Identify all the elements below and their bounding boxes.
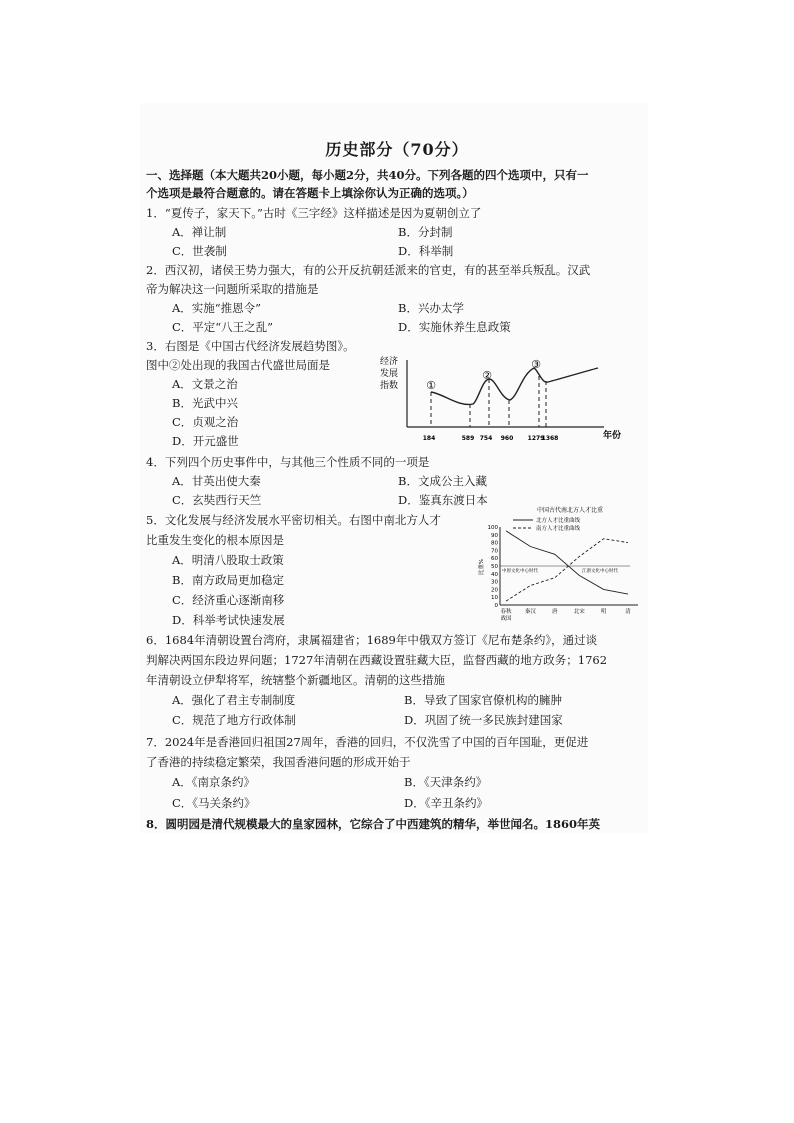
c2-x-tick: 秦汉 bbox=[524, 609, 536, 615]
c2-y-tick: 60 bbox=[491, 556, 498, 563]
c2-y-tick: 20 bbox=[491, 587, 498, 594]
q2-stem-line-1: 2．西汉初，诸侯王势力强大，有的公开反抗朝廷派来的官吏，有的甚至举兵叛乱。汉武 bbox=[146, 263, 591, 277]
c1-ylabel-part: 指数 bbox=[380, 381, 399, 391]
c2-y-tick: 30 bbox=[491, 579, 498, 586]
c2-x-tick: 明 bbox=[600, 609, 607, 615]
q2-option-c[interactable]: C．平定“八王之乱” bbox=[172, 320, 274, 334]
q5-option-d[interactable]: D．科举考试快速发展 bbox=[172, 613, 285, 627]
c1-x-tick: 184 bbox=[422, 435, 436, 442]
c1-marker: ② bbox=[482, 369, 492, 382]
c1-marker: ① bbox=[426, 379, 436, 392]
q1-option-b[interactable]: B．分封制 bbox=[398, 225, 453, 239]
q7-option-b[interactable]: B．《天津条约》 bbox=[404, 775, 488, 789]
c2-x-tick: 春秋 bbox=[500, 609, 512, 615]
q3-option-b[interactable]: B．光武中兴 bbox=[172, 396, 238, 410]
q4-option-c[interactable]: C．玄奘西行天竺 bbox=[172, 493, 262, 507]
q8-stem-line-1: 8．圆明园是清代规模最大的皇家园林，它综合了中西建筑的精华，举世闻名。1860年英 bbox=[146, 817, 601, 831]
talent-proportion-chart bbox=[478, 505, 648, 625]
q4-stem: 4．下列四个历史事件中，与其他三个性质不同的一项是 bbox=[146, 455, 430, 469]
c2-y-tick: 40 bbox=[491, 571, 498, 578]
q7-option-d[interactable]: D．《辛丑条约》 bbox=[404, 796, 488, 810]
q3-stem-line-1: 3．右图是《中国古代经济发展趋势图》。 bbox=[146, 339, 355, 353]
c1-xlabel: 年份 bbox=[603, 431, 622, 441]
c2-ylabel: 比重% bbox=[479, 558, 485, 576]
q1-option-c[interactable]: C．世袭制 bbox=[172, 244, 227, 258]
q5-option-c[interactable]: C．经济重心逐渐南移 bbox=[172, 593, 285, 607]
q2-stem-line-2: 帝为解决这一问题所采取的措施是 bbox=[146, 282, 319, 296]
q2-option-a[interactable]: A．实施“推恩令” bbox=[172, 301, 262, 315]
q1-option-a[interactable]: A．禅让制 bbox=[172, 225, 227, 239]
q7-stem-line-2: 了香港的持续稳定繁荣，我国香港问题的形成开始于 bbox=[146, 755, 411, 769]
c1-x-tick: 1279 bbox=[527, 435, 545, 442]
q1-option-d[interactable]: D．科举制 bbox=[398, 244, 454, 258]
c2-y-tick: 90 bbox=[491, 532, 498, 539]
q7-option-a[interactable]: A．《南京条约》 bbox=[172, 775, 256, 789]
q5-option-a[interactable]: A．明清八股取士政策 bbox=[172, 553, 284, 567]
c1-markers bbox=[426, 358, 541, 392]
q3-option-d[interactable]: D．开元盛世 bbox=[172, 434, 239, 448]
q5-stem-line-2: 比重发生变化的根本原因是 bbox=[146, 533, 284, 547]
c2-y-tick: 100 bbox=[487, 525, 498, 531]
c2-annotation-south: 江浙文化中心时代 bbox=[582, 569, 618, 574]
c2-yticks bbox=[488, 525, 499, 609]
instructions-line-1: 一、选择题（本大题共20小题，每小题2分，共40分。下列各题的四个选项中，只有一 bbox=[146, 168, 589, 182]
c1-trend-line bbox=[431, 368, 598, 404]
q6-option-d[interactable]: D．巩固了统一多民族封建国家 bbox=[404, 713, 563, 727]
q3-option-a[interactable]: A．文景之治 bbox=[172, 377, 238, 391]
c2-y-tick: 80 bbox=[491, 540, 498, 547]
c2-y-tick: 70 bbox=[491, 548, 498, 555]
q6-stem-line-2: 判解决两国东段边界问题；1727年清朝在西藏设置驻藏大臣，监督西藏的地方政务；1762 bbox=[146, 653, 608, 667]
economic-trend-chart bbox=[378, 352, 628, 444]
q6-stem-line-1: 6．1684年清朝设置台湾府，隶属福建省；1689年中俄双方签订《尼布楚条约》，通过谈 bbox=[146, 633, 598, 647]
c2-y-tick: 50 bbox=[491, 564, 498, 570]
c1-x-tick: 960 bbox=[500, 435, 514, 442]
c1-ylabel bbox=[380, 355, 398, 391]
c1-ylabel-part: 发展 bbox=[380, 369, 399, 379]
q2-option-b[interactable]: B．兴办太学 bbox=[398, 301, 464, 315]
q7-option-c[interactable]: C．《马关条约》 bbox=[172, 796, 256, 810]
q3-stem-line-2: 图中②处出现的我国古代盛世局面是 bbox=[146, 358, 330, 372]
c1-marker: ③ bbox=[531, 358, 541, 371]
c2-x-tick: 战国 bbox=[500, 616, 512, 622]
c2-legend-south: 南方人才比重曲线 bbox=[536, 526, 581, 532]
c2-title: 中国古代南北方人才比重 bbox=[536, 507, 604, 514]
q6-option-a[interactable]: A．强化了君主专制制度 bbox=[172, 693, 296, 707]
c2-x-tick: 清 bbox=[625, 609, 631, 615]
q4-option-b[interactable]: B．文成公主入藏 bbox=[398, 474, 487, 488]
c2-y-tick: 10 bbox=[491, 595, 498, 602]
q6-option-c[interactable]: C．规范了地方行政体制 bbox=[172, 713, 296, 727]
q3-option-c[interactable]: C．贞观之治 bbox=[172, 415, 239, 429]
c1-x-tick: 754 bbox=[479, 435, 493, 442]
q4-option-d[interactable]: D．鉴真东渡日本 bbox=[398, 493, 488, 507]
q5-option-b[interactable]: B．南方政局更加稳定 bbox=[172, 573, 284, 587]
c2-x-tick: 唐 bbox=[552, 609, 558, 615]
c2-y-tick: 0 bbox=[494, 603, 498, 609]
q5-stem-line-1: 5．文化发展与经济发展水平密切相关。右图中南北方人才 bbox=[146, 513, 441, 527]
instructions-line-2: 个选项是最符合题意的。请在答题卡上填涂你认为正确的选项。） bbox=[146, 186, 474, 200]
c1-ticks bbox=[423, 435, 559, 442]
c1-x-tick: 589 bbox=[461, 435, 475, 442]
q6-option-b[interactable]: B．导致了国家官僚机构的臃肿 bbox=[404, 693, 562, 707]
c2-legend-north: 北方人才比重曲线 bbox=[536, 518, 581, 524]
q1-stem: 1．“夏传子，家天下。”古时《三字经》这样描述是因为夏朝创立了 bbox=[146, 206, 482, 220]
c2-north-series-line bbox=[506, 531, 628, 594]
q7-stem-line-1: 7．2024年是香港回归祖国27周年，香港的回归，不仅洗雪了中国的百年国耻，更促进 bbox=[146, 735, 589, 749]
c2-annotation-north: 中原文化中心时代 bbox=[502, 569, 538, 574]
c1-x-tick: 1368 bbox=[541, 435, 559, 442]
c1-ylabel-part: 经济 bbox=[380, 357, 399, 367]
c2-x-tick: 北宋 bbox=[573, 609, 585, 615]
q2-option-d[interactable]: D．实施休养生息政策 bbox=[398, 320, 511, 334]
page-title: 历史部分（70分） bbox=[325, 140, 469, 159]
q4-option-a[interactable]: A．甘英出使大秦 bbox=[172, 474, 261, 488]
c2-xticks bbox=[500, 607, 631, 622]
q6-stem-line-3: 年清朝设立伊犁将军，统辖整个新疆地区。清朝的这些措施 bbox=[146, 673, 445, 687]
